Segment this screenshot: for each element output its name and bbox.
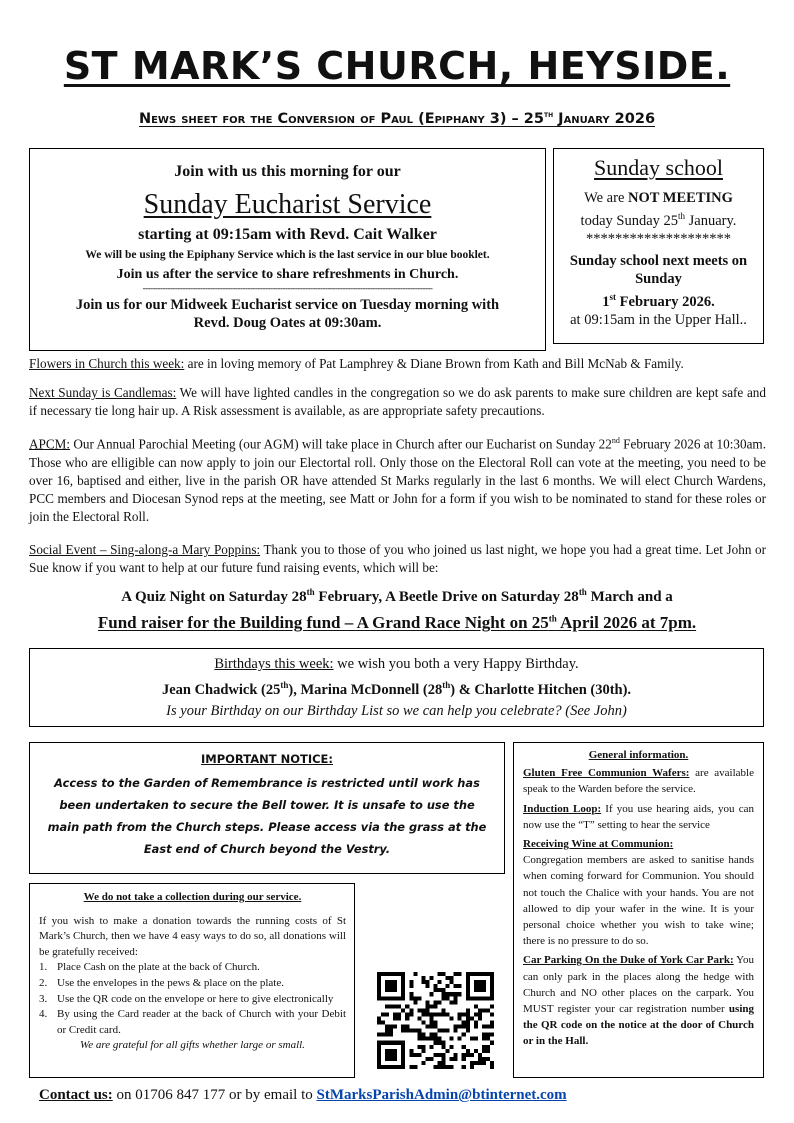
list-item: 3. Use the QR code on the envelope or here to give electronically [39, 992, 334, 1005]
notice-text: Access to the Garden of Remembrance is restricted until work has been undertaken to secure the Bell tower. It is unsafe to use the main path from the Church steps. Please access via the grass at the East end of Church beyond the Vestry. [47, 776, 487, 856]
stars-divider: ******************** [586, 230, 731, 247]
news-sheet-subtitle: News sheet for the Conversion of Paul (Epiphany 3) – 25th January 2026 [138, 110, 656, 127]
collection-intro: If you wish to make a donation towards the running costs of St Mark’s Church, then we have 4 easy ways to do so, all donations will be gratefully received: [39, 914, 346, 958]
contact-line: Contact us: on 01706 847 177 or by email to StMarksParishAdmin@btinternet.com [39, 1087, 567, 1103]
service-title: Sunday Eucharist Service [143, 189, 432, 220]
induction-loop-info: Induction Loop: If you use hearing aids, you can now use the “T” setting to hear the service [523, 802, 754, 831]
car-parking-info: Car Parking On the Duke of York Car Park: You can only park in the places along the hedge with Church and NO other places on the carpark. You MUST register your car registration number using the QR code on the notice at the door of Church or in the Hall. [523, 954, 754, 1048]
candlemas-paragraph: Next Sunday is Candlemas: We will have lighted candles in the congregation so we do ask parents to make sure children are kept safe and if necessary tie long hair up. A Risk assessment is available, as are appropriate safety precautions. [29, 385, 766, 419]
service-booklet-note: We will be using the Epiphany Service which is the last service in our blue booklet. [85, 249, 490, 261]
service-intro: Join with us this morning for our [174, 163, 401, 180]
general-information-box [513, 742, 764, 1078]
next-meeting-date: 1st February 2026. [602, 291, 715, 310]
collection-thanks: We are grateful for all gifts whether large or small. [80, 1039, 305, 1052]
next-meeting: Sunday school next meets on Sunday [569, 252, 748, 287]
list-item: 1. Place Cash on the plate at the back of Church. [39, 961, 260, 974]
collection-box [29, 883, 355, 1078]
collection-heading: We do not take a collection during our service. [83, 891, 302, 903]
gluten-free-info: Gluten Free Communion Wafers: are available speak to the Warden before the service. [523, 767, 754, 796]
next-meeting-place: at 09:15am in the Upper Hall.. [570, 311, 747, 328]
events-list: A Quiz Night on Saturday 28th February, A Beetle Drive on Saturday 28th March and a [121, 587, 673, 605]
race-night-event: Fund raiser for the Building fund – A Grand Race Night on 25th April 2026 at 7pm. [97, 613, 697, 632]
refreshments-note: Join us after the service to share refreshments in Church. [116, 267, 459, 282]
email-link[interactable]: StMarksParishAdmin@btinternet.com [316, 1087, 567, 1103]
qr-code-icon[interactable] [377, 972, 494, 1069]
apcm-paragraph: APCM: Our Annual Parochial Meeting (our AGM) will take place in Church after our Eucharist on Sunday 22nd February 2026 at 10:30am. Those who are elligible can now apply to join our Electortal roll. Only those on the Electoral Roll can vote at the meeting, you need to be over 16, baptised and either, live in the parish OR have attended St Marks regularly in the last 6 months. We will elect Church Wardens, PCC members and Diocesan Synod reps at the meeting, see Matt or John for a form if you wish to be nominated to stand for these roles or join the Electoral Roll. [29, 436, 766, 525]
list-item: 2. Use the envelopes in the pews & place on the plate. [39, 976, 284, 989]
sunday-school-status: We are NOT MEETING [584, 190, 733, 206]
page-title: ST MARK’S CHURCH, HEYSIDE. [63, 44, 731, 88]
sunday-school-box [553, 148, 764, 344]
service-time: starting at 09:15am with Revd. Cait Walker [138, 226, 437, 243]
eucharist-service-box [29, 148, 546, 351]
social-event-paragraph: Social Event – Sing-along-a Mary Poppins: Thank you to those of you who joined us last night, we hope you had a great time. Let John or Sue know if you want to help at our future fund raising events, which will be: [29, 542, 766, 576]
birthdays-box [29, 648, 764, 727]
general-heading: General information. [588, 749, 689, 761]
communion-wine-info: Receiving Wine at Communion: Congregation members are asked to sanitise hands when coming forward for Communion. You should not touch the Chalice with your hands. You are not allowed to dip your wafer in the wine. It is your personal choice whether you wish to take wine; there is no pressure to do so. [523, 838, 754, 948]
birthday-names: Jean Chadwick (25th), Marina McDonnell (28th) & Charlotte Hitchen (30th). [161, 680, 632, 698]
flowers-paragraph: Flowers in Church this week: are in loving memory of Pat Lamphrey & Diane Brown from Kath and Bill McNab & Family. [29, 356, 684, 371]
midweek-service-note: Join us for our Midweek Eucharist service on Tuesday morning with Revd. Doug Oates at 09:30am. [75, 297, 500, 331]
important-notice-box [29, 742, 505, 874]
sunday-school-heading: Sunday school [594, 155, 723, 180]
notice-heading: IMPORTANT NOTICE: [200, 752, 333, 766]
donation-methods [39, 960, 346, 1038]
sunday-school-date: today Sunday 25th January. [580, 211, 737, 229]
birthday-list-question: Is your Birthday on our Birthday List so we can help you celebrate? (See John) [166, 702, 627, 719]
divider: -------------------------------------------------------------------------------------------------------------------- [142, 284, 433, 292]
list-item: 4. By using the Card reader at the back of Church with your Debit or Credit card. [39, 1008, 346, 1036]
birthdays-intro: Birthdays this week: we wish you both a very Happy Birthday. [214, 656, 579, 672]
